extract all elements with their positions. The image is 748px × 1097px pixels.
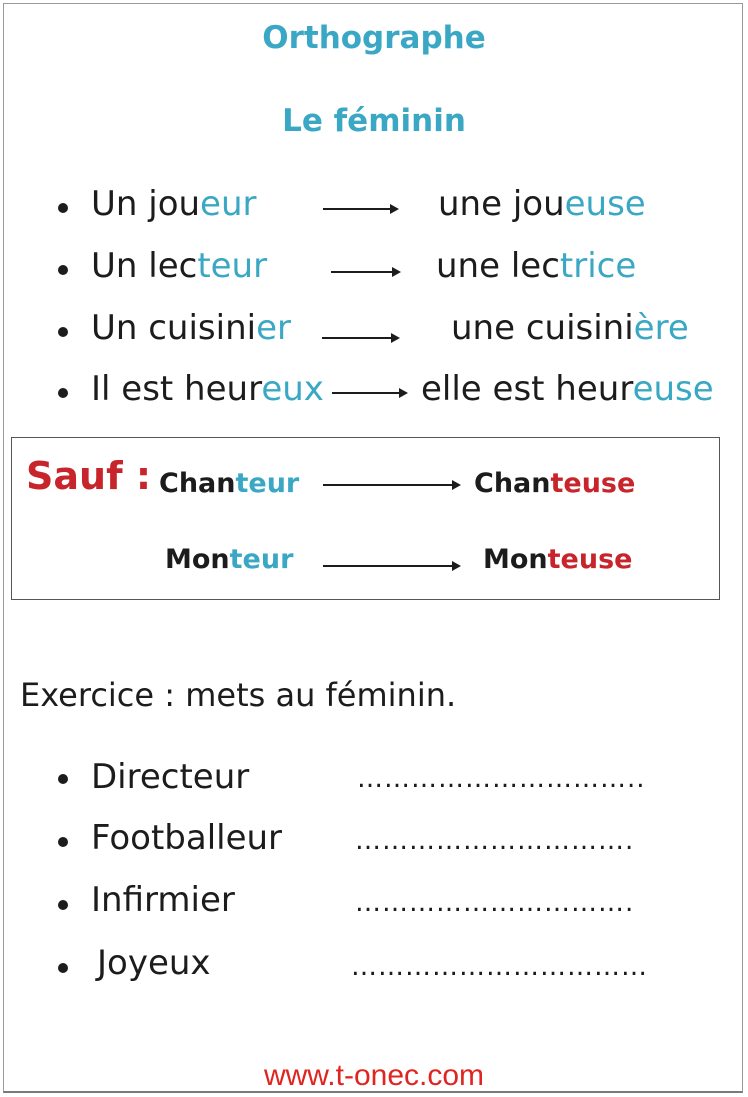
rule-stem: Un jou xyxy=(91,184,201,224)
rule-masculine xyxy=(91,246,267,286)
arrow-icon xyxy=(331,267,401,277)
rule-ending: trice xyxy=(559,246,637,286)
rule-stem: une cuisini xyxy=(451,308,634,348)
bullet-icon xyxy=(58,265,68,275)
bullet-icon xyxy=(58,963,68,973)
watermark-link[interactable]: www.t-onec.com xyxy=(263,1059,485,1092)
rule-feminine xyxy=(436,246,636,286)
exercise-word: Infirmier xyxy=(91,880,235,920)
exception-stem: Mon xyxy=(165,544,230,575)
rule-feminine xyxy=(438,184,646,224)
bullet-icon xyxy=(58,388,68,398)
exercise-word: Footballeur xyxy=(91,818,283,858)
page-title: Orthographe xyxy=(262,20,486,56)
bullet-icon xyxy=(58,203,68,213)
rule-stem: une lec xyxy=(436,246,560,286)
arrow-icon xyxy=(323,204,399,214)
answer-blank[interactable]: …………………………. xyxy=(355,888,635,918)
answer-blank[interactable]: …………………………. xyxy=(355,826,635,856)
rule-ending: er xyxy=(256,308,291,348)
exception-stem: Chan xyxy=(474,468,551,499)
rule-ending: euse xyxy=(632,369,714,409)
exercise-title: Exercice : mets au féminin. xyxy=(20,676,457,714)
answer-blank[interactable]: …………………………… xyxy=(351,952,648,982)
arrow-icon xyxy=(323,561,461,571)
exception-ending: teuse xyxy=(547,544,633,575)
exception-feminine xyxy=(474,467,635,501)
answer-blank[interactable]: ………………………….. xyxy=(357,764,646,794)
rule-feminine xyxy=(421,369,714,409)
bullet-icon xyxy=(58,900,68,910)
rule-masculine xyxy=(91,184,257,224)
rule-ending: eux xyxy=(261,369,324,409)
page-subtitle: Le féminin xyxy=(282,103,466,139)
rule-ending: ère xyxy=(633,308,689,348)
arrow-icon xyxy=(332,388,408,398)
exercise-word: Directeur xyxy=(91,757,250,797)
exceptions-label: Sauf : xyxy=(26,454,152,498)
exception-stem: Chan xyxy=(159,468,236,499)
rule-ending: euse xyxy=(564,184,646,224)
bullet-icon xyxy=(58,837,68,847)
exception-feminine xyxy=(483,543,632,577)
rule-stem: elle est heur xyxy=(421,369,633,409)
bullet-icon xyxy=(58,774,68,784)
rule-masculine xyxy=(91,308,291,348)
bullet-icon xyxy=(58,327,68,337)
exception-ending: teur xyxy=(235,468,300,499)
exception-ending: teuse xyxy=(550,468,636,499)
exception-stem: Mon xyxy=(483,544,548,575)
rule-stem: Il est heur xyxy=(91,369,262,409)
arrow-icon xyxy=(322,333,400,343)
exception-ending: teur xyxy=(229,544,294,575)
rule-ending: eur xyxy=(200,184,257,224)
rule-masculine xyxy=(91,369,324,409)
exception-masculine xyxy=(165,543,293,577)
rule-stem: Un cuisini xyxy=(91,308,257,348)
rule-feminine xyxy=(451,308,689,348)
exception-masculine xyxy=(159,467,299,501)
rule-stem: Un lec xyxy=(91,246,198,286)
exercise-word: Joyeux xyxy=(97,943,211,983)
rule-stem: une jou xyxy=(438,184,565,224)
rule-ending: teur xyxy=(197,246,268,286)
arrow-icon xyxy=(323,480,461,490)
